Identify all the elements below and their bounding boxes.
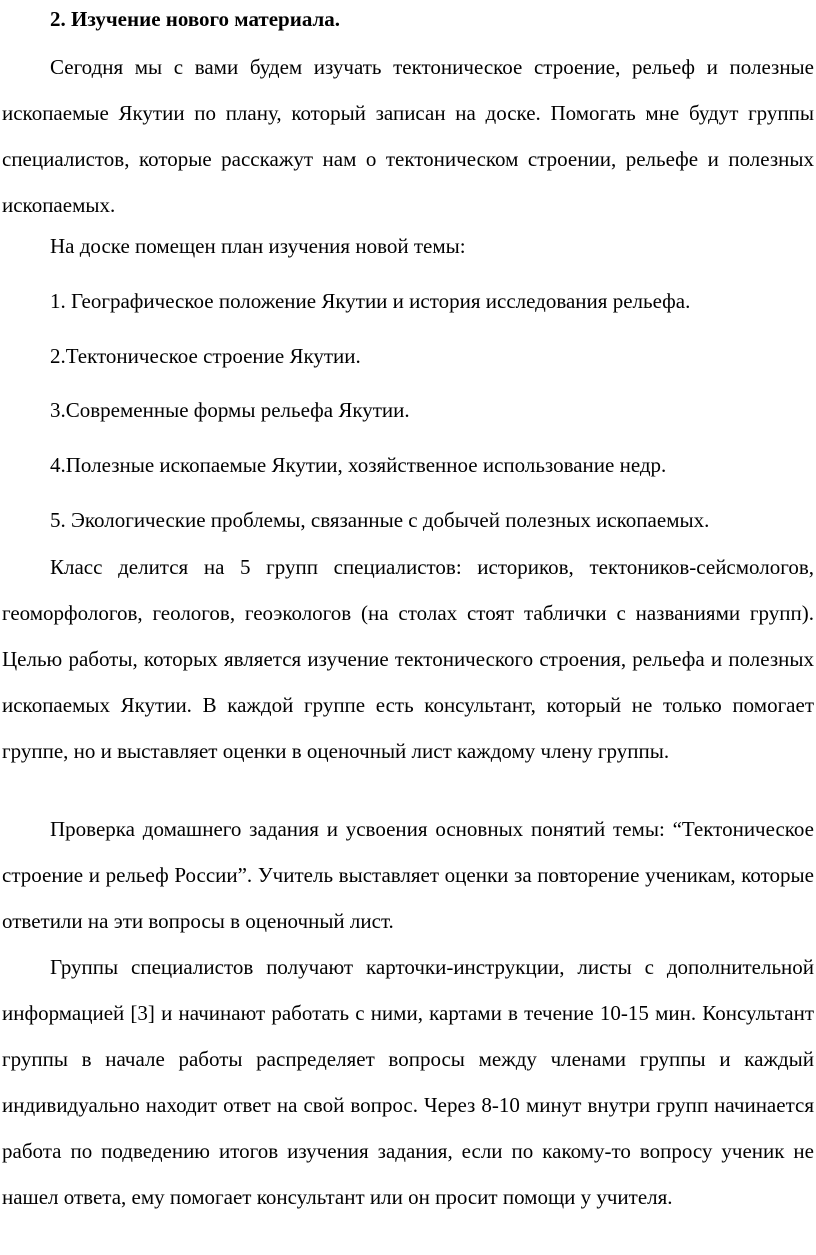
intro-paragraph: Сегодня мы с вами будем изучать тектоническое строение, рельеф и полезные ископаемые Якутии по плану, который записан на доске. Помогать мне будут группы специалистов, которые расскажут нам о тектоническом строении, рельефе и полезных ископаемых. <box>2 55 814 217</box>
plan-item-4: 4.Полезные ископаемые Якутии, хозяйственное использование недр. <box>50 453 667 477</box>
plan-intro-text: На доске помещен план изучения новой темы: <box>50 234 466 258</box>
plan-item-1: 1. Географическое положение Якутии и история исследования рельефа. <box>50 289 691 313</box>
homework-paragraph: Проверка домашнего задания и усвоения основных понятий темы: “Тектоническое строение и рельеф России”. Учитель выставляет оценки за повторение ученикам, которые ответили на эти вопросы в оценочный лист. <box>2 817 814 933</box>
section-heading: 2. Изучение нового материала. <box>50 7 341 31</box>
plan-item-5: 5. Экологические проблемы, связанные с добычей полезных ископаемых. <box>50 508 710 532</box>
work-paragraph: Группы специалистов получают карточки-инструкции, листы с дополнительной информацией [3] и начинают работать с ними, картами в течение 10-15 мин. Консультант группы в начале работы распределяет вопросы между членами группы и каждый индивидуально находит ответ на свой вопрос. Через 8-10 минут внутри групп начинается работа по подведению итогов изучения задания, если по какому-то вопросу ученик не нашел ответа, ему помогает консультант или он просит помощи у учителя. <box>2 955 814 1209</box>
plan-item-3: 3.Современные формы рельефа Якутии. <box>50 398 410 422</box>
plan-item-2: 2.Тектоническое строение Якутии. <box>50 344 361 368</box>
groups-paragraph: Класс делится на 5 групп специалистов: историков, тектоников-сейсмологов, геоморфологов, геологов, геоэкологов (на столах стоят таблички с названиями групп). Целью работы, которых является изучение тектонического строения, рельефа и полезных ископаемых Якутии. В каждой группе есть консультант, который не только помогает группе, но и выставляет оценки в оценочный лист каждому члену группы. <box>2 555 814 763</box>
